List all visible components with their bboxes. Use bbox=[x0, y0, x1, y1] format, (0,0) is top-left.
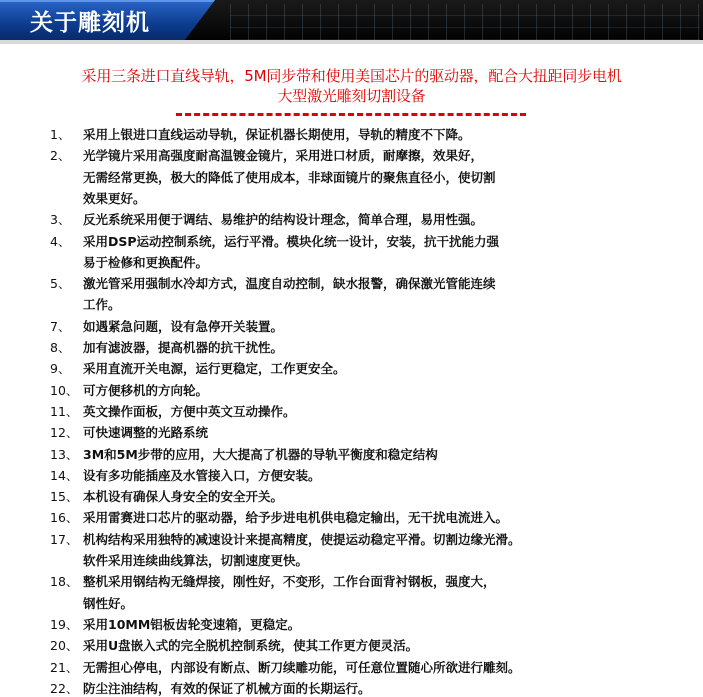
feature-text: 采用DSP运动控制系统，运行平滑。模块化统一设计，安装，抗干扰能力强 bbox=[83, 234, 500, 249]
feature-text: 整机采用钢结构无缝焊接，刚性好，不变形，工作台面背衬钢板，强度大， bbox=[83, 574, 496, 589]
feature-text: 设有多功能插座及水管接入口，方便安装。 bbox=[83, 468, 321, 483]
section-header bbox=[0, 0, 703, 44]
feature-item bbox=[50, 572, 496, 590]
feature-item bbox=[50, 381, 208, 399]
feature-number: 16、 bbox=[50, 510, 79, 525]
feature-item bbox=[50, 636, 418, 654]
feature-text: 机构结构采用独特的减速设计来提高精度，使提运动稳定平滑。切割边缘光滑。 bbox=[83, 532, 521, 547]
feature-number: 18、 bbox=[50, 574, 79, 589]
feature-number: 15、 bbox=[50, 489, 79, 504]
feature-item bbox=[50, 232, 499, 250]
feature-number: 8、 bbox=[50, 340, 71, 355]
feature-item bbox=[50, 679, 371, 697]
feature-number: 9、 bbox=[50, 361, 71, 376]
feature-number: 11、 bbox=[50, 404, 79, 419]
feature-number: 3、 bbox=[50, 212, 71, 227]
header-underline bbox=[0, 40, 703, 44]
feature-text: 本机设有确保人身安全的安全开关。 bbox=[83, 489, 284, 504]
feature-item bbox=[50, 359, 346, 377]
feature-text-continued: 无需经常更换，极大的降低了使用成本，非球面镜片的聚焦直径小，使切割 bbox=[83, 170, 496, 185]
feature-number: 13、 bbox=[50, 447, 79, 462]
feature-item bbox=[50, 317, 283, 335]
feature-text: 3M和5M步带的应用，大大提高了机器的导轨平衡度和稳定结构 bbox=[83, 447, 438, 462]
feature-number: 1、 bbox=[50, 127, 71, 142]
feature-item bbox=[50, 487, 283, 505]
feature-text-continued: 易于检修和更换配件。 bbox=[83, 255, 209, 270]
feature-text-continued: 工作。 bbox=[83, 297, 121, 312]
dashed-divider bbox=[176, 113, 526, 116]
feature-text: 防尘注油结构，有效的保证了机械方面的长期运行。 bbox=[83, 681, 371, 696]
feature-text: 采用10MM铝板齿轮变速箱，更稳定。 bbox=[83, 617, 301, 632]
feature-item bbox=[50, 508, 508, 526]
intro-line-1: 采用三条进口直线导轨，5M同步带和使用美国芯片的驱动器，配合大扭距同步电机 bbox=[81, 67, 622, 85]
feature-item bbox=[50, 274, 496, 292]
feature-text-continued: 软件采用连续曲线算法，切割速度更快。 bbox=[83, 553, 309, 568]
feature-text: 可快速调整的光路系统 bbox=[83, 425, 209, 440]
feature-text: 激光管采用强制水冷却方式，温度自动控制，缺水报警，确保激光管能连续 bbox=[83, 276, 496, 291]
feature-number: 21、 bbox=[50, 660, 79, 675]
feature-number: 12、 bbox=[50, 425, 79, 440]
intro-text bbox=[0, 66, 703, 106]
feature-text: 反光系统采用便于调结、易维护的结构设计理念，简单合理，易用性强。 bbox=[83, 212, 484, 227]
feature-text-continued: 效果更好。 bbox=[83, 191, 146, 206]
feature-text: 采用U盘嵌入式的完全脱机控制系统，使其工作更方便灵活。 bbox=[83, 638, 419, 653]
feature-item bbox=[50, 466, 321, 484]
feature-text: 英文操作面板，方便中英文互动操作。 bbox=[83, 404, 296, 419]
feature-text: 采用直流开关电源，运行更稳定，工作更安全。 bbox=[83, 361, 346, 376]
feature-number: 14、 bbox=[50, 468, 79, 483]
header-pattern bbox=[230, 4, 700, 40]
feature-number: 10、 bbox=[50, 383, 79, 398]
feature-item bbox=[50, 423, 208, 441]
feature-item bbox=[50, 530, 521, 548]
feature-number: 4、 bbox=[50, 234, 71, 249]
feature-text: 光学镜片采用高强度耐高温镀金镜片，采用进口材质，耐摩擦，效果好， bbox=[83, 148, 484, 163]
feature-text: 可方便移机的方向轮。 bbox=[83, 383, 209, 398]
feature-number: 5、 bbox=[50, 276, 71, 291]
feature-item bbox=[50, 445, 438, 463]
intro-line-2: 大型激光雕刻切割设备 bbox=[277, 87, 426, 105]
feature-item bbox=[50, 125, 471, 143]
feature-number: 19、 bbox=[50, 617, 79, 632]
feature-item bbox=[50, 210, 483, 228]
feature-text: 加有滤波器，提高机器的抗干扰性。 bbox=[83, 340, 284, 355]
feature-number: 2、 bbox=[50, 148, 71, 163]
section-title: 关于雕刻机 bbox=[30, 10, 150, 36]
feature-text-continued: 钢性好。 bbox=[83, 596, 134, 611]
feature-number: 20、 bbox=[50, 638, 79, 653]
feature-item bbox=[50, 402, 296, 420]
feature-number: 22、 bbox=[50, 681, 79, 696]
feature-number: 17、 bbox=[50, 532, 79, 547]
feature-text: 无需担心停电，内部设有断点、断刀续雕功能，可任意位置随心所欲进行雕刻。 bbox=[83, 660, 521, 675]
feature-text: 采用雷赛进口芯片的驱动器，给予步进电机供电稳定输出，无干扰电流进入。 bbox=[83, 510, 509, 525]
feature-item bbox=[50, 615, 300, 633]
feature-text: 采用上银进口直线运动导轨，保证机器长期使用，导轨的精度不下降。 bbox=[83, 127, 471, 142]
feature-item bbox=[50, 658, 521, 676]
feature-item bbox=[50, 338, 283, 356]
feature-number: 7、 bbox=[50, 319, 71, 334]
feature-text: 如遇紧急问题，设有急停开关装置。 bbox=[83, 319, 284, 334]
feature-item bbox=[50, 146, 483, 164]
